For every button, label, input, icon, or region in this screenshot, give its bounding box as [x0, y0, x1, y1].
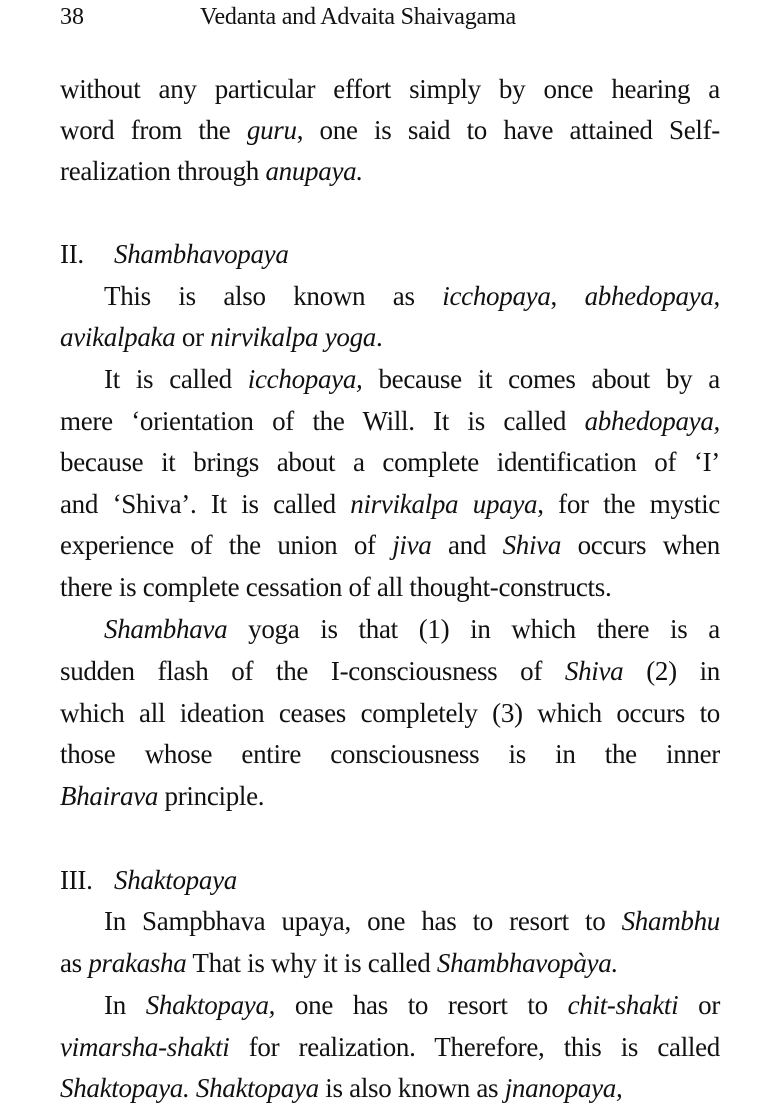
italic-term: Bhairava — [60, 781, 159, 811]
text-run: yoga is that (1) in which there is a — [227, 614, 720, 644]
text-run: one has to resort to — [275, 990, 568, 1020]
text-run: experience of the union of — [60, 530, 393, 560]
text-line — [60, 72, 720, 106]
text-run: which all ideation ceases completely (3) which occurs to — [60, 698, 720, 728]
text-run: because it comes about by a — [362, 364, 720, 394]
text-run: because it brings about a complete identification of ‘I’ — [60, 447, 720, 477]
italic-term: Shambhavopàya. — [436, 948, 618, 978]
italic-term: nirvikalpa yoga — [210, 322, 376, 352]
italic-term: Shaktopaya. Shaktopaya — [60, 1073, 319, 1103]
italic-term: Shiva — [502, 530, 562, 560]
text-run: , one is said to have attained Self- — [296, 115, 720, 145]
italic-term: jiva — [392, 530, 432, 560]
text-line — [60, 1071, 720, 1105]
text-run: or — [678, 990, 721, 1020]
text-line — [60, 487, 720, 521]
text-line — [60, 570, 720, 604]
text-run: realization through — [60, 156, 266, 186]
text-run: , — [713, 281, 720, 311]
text-line — [104, 279, 720, 313]
text-run: In Sampbhava upaya, one has to resort to — [104, 906, 622, 936]
section-number: II. — [60, 239, 84, 269]
text-run: , for the mystic — [537, 489, 720, 519]
text-line — [104, 904, 720, 938]
italic-term: avikalpaka — [60, 322, 176, 352]
running-head — [60, 2, 720, 32]
italic-term: prakasha — [88, 948, 187, 978]
text-line — [60, 696, 720, 730]
text-line — [60, 737, 720, 771]
text-run: . — [375, 322, 383, 352]
italic-term: abhedopaya, — [584, 406, 720, 436]
italic-term: jnanopaya, — [504, 1073, 623, 1103]
text-run: occurs when — [561, 530, 720, 560]
text-run: as — [60, 948, 89, 978]
text-run: word from the — [60, 115, 247, 145]
book-title: Vedanta and Advaita Shaivagama — [200, 4, 516, 30]
text-run: and ‘Shiva’. It is called — [60, 489, 351, 519]
text-line — [60, 404, 720, 438]
italic-term: Shambhava — [104, 614, 228, 644]
text-line — [104, 988, 720, 1022]
italic-term: guru — [246, 115, 297, 145]
text-line — [104, 612, 720, 646]
italic-term: icchopaya — [442, 281, 551, 311]
text-line — [60, 946, 720, 980]
text-run: principle. — [158, 781, 265, 811]
text-run: That is why it is called — [186, 948, 437, 978]
text-run: for realization. Therefore, this is called — [229, 1032, 720, 1062]
text-line — [60, 154, 720, 188]
text-run: , — [550, 281, 585, 311]
text-line — [60, 445, 720, 479]
text-line — [60, 779, 720, 813]
text-run: This is also known as — [104, 281, 443, 311]
text-run: In — [104, 990, 146, 1020]
text-line — [60, 320, 720, 354]
italic-term: Shiva — [564, 656, 624, 686]
section-title: Shaktopaya — [114, 865, 237, 895]
text-run: there is complete cessation of all thought-constructs. — [60, 572, 612, 602]
section-number: III. — [60, 865, 93, 895]
text-run: those whose entire consciousness is in the inner — [60, 739, 720, 769]
text-run: mere ‘orientation of the Will. It is called — [60, 406, 585, 436]
text-line — [104, 362, 720, 396]
section-title: Shambhavopaya — [114, 239, 289, 269]
text-line — [60, 1030, 720, 1064]
section-heading — [60, 863, 720, 897]
text-run: sudden flash of the I-consciousness of — [60, 656, 565, 686]
section-heading — [60, 237, 720, 271]
text-line — [60, 654, 720, 688]
italic-term: Shaktopaya, — [145, 990, 276, 1020]
text-run: is also known as — [318, 1073, 505, 1103]
italic-term: anupaya. — [265, 156, 363, 186]
italic-term: nirvikalpa upaya — [350, 489, 538, 519]
italic-term: vimarsha-shakti — [60, 1032, 230, 1062]
text-run: (2) in — [623, 656, 720, 686]
text-run: It is called — [104, 364, 248, 394]
text-run: without any particular effort simply by once hearing a — [60, 74, 720, 104]
italic-term: Shambhu — [621, 906, 720, 936]
italic-term: abhedopaya — [584, 281, 714, 311]
italic-term: chit-shakti — [567, 990, 679, 1020]
text-line — [60, 528, 720, 562]
text-run: or — [175, 322, 211, 352]
page-number: 38 — [60, 4, 84, 30]
italic-term: icchopaya, — [247, 364, 363, 394]
text-line — [60, 113, 720, 147]
text-run: and — [431, 530, 503, 560]
